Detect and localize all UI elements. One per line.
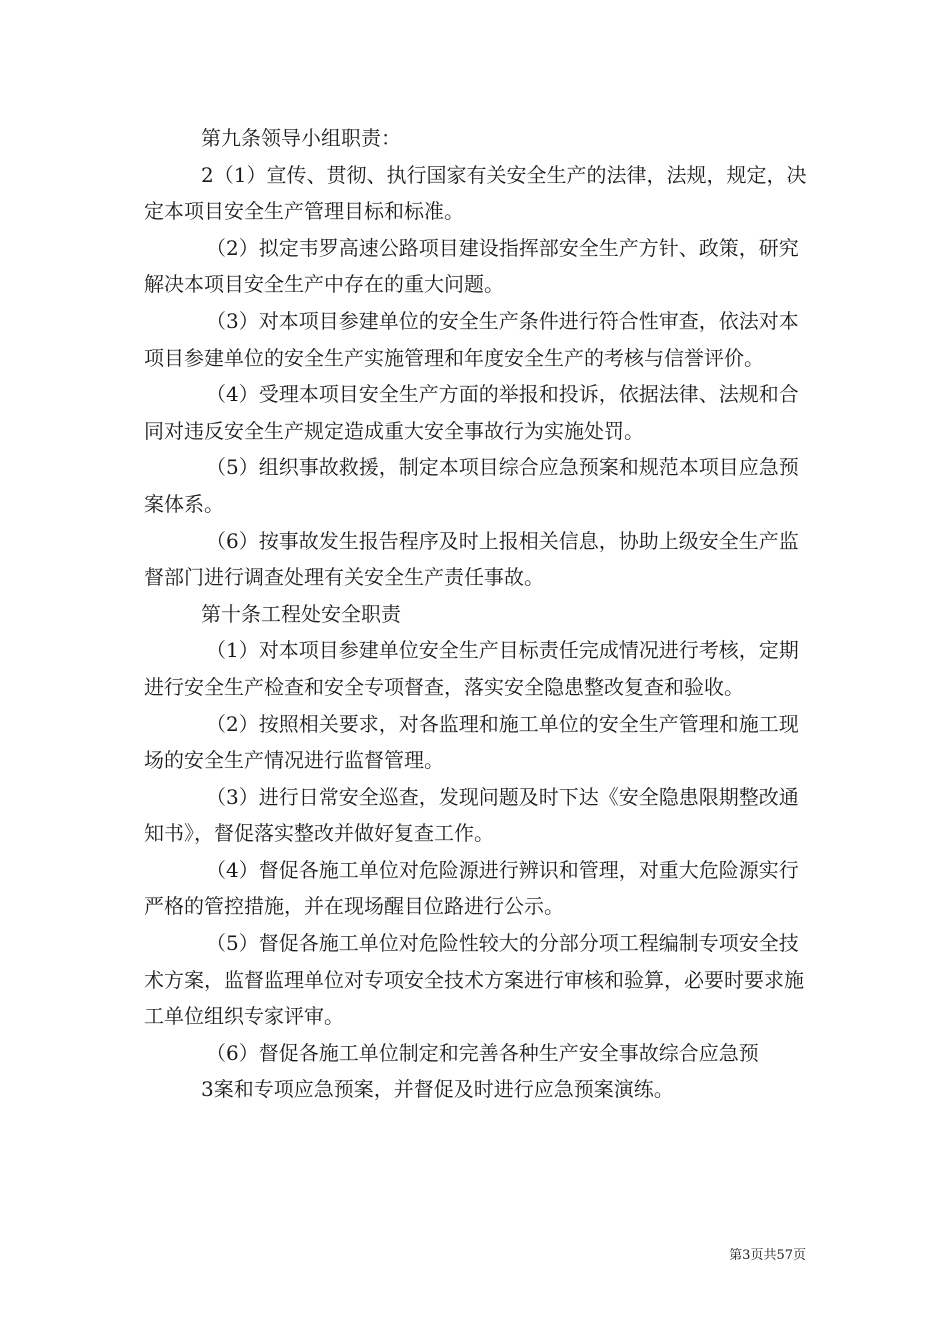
paragraph-item-10-6: （6）督促各施工单位制定和完善各种生产安全事故综合应急预 <box>206 1040 759 1065</box>
paragraph-item-2: （2）拟定韦罗高速公路项目建设指挥部安全生产方针、政策，研究解决本项目安全生产中存在的重大问题。 <box>144 235 799 297</box>
paragraph-item-3: （3）对本项目参建单位的安全生产条件进行符合性审查，依法对本项目参建单位的安全生产实施管理和年度安全生产的考核与信誉评价。 <box>144 308 799 370</box>
paragraph-item-10-4: （4）督促各施工单位对危险源进行辨识和管理，对重大危险源实行严格的管控措施，并在现场醒目位路进行公示。 <box>144 857 799 919</box>
page-number-footer: 第3页共57页 <box>729 1248 806 1263</box>
paragraph-item-10-2: （2）按照相关要求，对各监理和施工单位的安全生产管理和施工现场的安全生产情况进行监督管理。 <box>144 711 799 773</box>
paragraph-item-4: （4）受理本项目安全生产方面的举报和投诉，依据法律、法规和合同对违反安全生产规定造成重大安全事故行为实施处罚。 <box>144 382 799 443</box>
document-body <box>144 120 814 1108</box>
paragraph-item-1: 2（1）宣传、贯彻、执行国家有关安全生产的法律，法规，规定，决定本项目安全生产管理目标和标准。 <box>144 162 807 224</box>
paragraph-item-5: （5）组织事故救援，制定本项目综合应急预案和规范本项目应急预案体系。 <box>144 455 799 516</box>
paragraph-continuation: 3案和专项应急预案，并督促及时进行应急预案演练。 <box>201 1077 674 1102</box>
article-heading-10: 第十条工程处安全职责 <box>201 601 401 626</box>
article-heading-9: 第九条领导小组职责： <box>201 126 401 150</box>
paragraph-item-10-1: （1）对本项目参建单位安全生产目标责任完成情况进行考核，定期进行安全生产检查和安全专项督查，落实安全隐患整改复查和验收。 <box>144 638 799 699</box>
paragraph-item-6: （6）按事故发生报告程序及时上报相关信息，协助上级安全生产监督部门进行调查处理有关安全生产责任事故。 <box>144 528 799 590</box>
paragraph-item-10-3: （3）进行日常安全巡查，发现问题及时下达《安全隐患限期整改通知书》，督促落实整改并做好复查工作。 <box>144 784 799 846</box>
paragraph-item-10-5: （5）督促各施工单位对危险性较大的分部分项工程编制专项安全技术方案，监督监理单位对专项安全技术方案进行审核和验算，必要时要求施工单位组织专家评审。 <box>144 931 804 1029</box>
